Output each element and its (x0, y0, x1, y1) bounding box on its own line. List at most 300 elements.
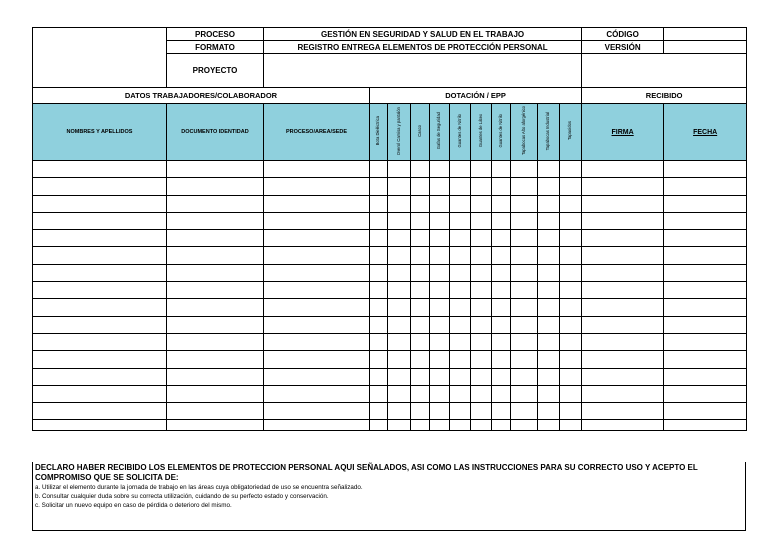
epp-label: Guantes de Nitrilo (497, 114, 503, 148)
entry-cell[interactable] (264, 178, 370, 195)
declaration-box (32, 462, 746, 531)
entry-cell[interactable] (33, 299, 167, 316)
entry-cell[interactable] (492, 282, 511, 299)
entry-cell[interactable] (471, 385, 492, 402)
table-row (33, 403, 747, 420)
proyecto-extra (582, 54, 747, 88)
epp-label: Tapabocas Alto aforgénico (520, 106, 526, 156)
entry-cell[interactable] (582, 178, 664, 195)
entry-cell[interactable] (664, 178, 747, 195)
entry-cell[interactable] (167, 161, 264, 178)
entry-cell[interactable] (664, 247, 747, 264)
entry-cell[interactable] (538, 282, 560, 299)
entry-cell[interactable] (411, 212, 430, 229)
table-row (33, 178, 747, 195)
entry-cell[interactable] (560, 368, 582, 385)
entry-cell[interactable] (492, 403, 511, 420)
entry-cell[interactable] (33, 230, 167, 247)
entry-cell[interactable] (511, 316, 538, 333)
entry-cell[interactable] (471, 178, 492, 195)
entry-cell[interactable] (33, 420, 167, 431)
entry-cell[interactable] (430, 282, 450, 299)
entry-cell[interactable] (560, 420, 582, 431)
table-row (33, 195, 747, 212)
entry-cell[interactable] (560, 178, 582, 195)
entry-cell[interactable] (450, 212, 471, 229)
version-value[interactable] (664, 41, 747, 54)
entry-cell[interactable] (411, 351, 430, 368)
proceso-label: PROCESO (167, 28, 264, 41)
col-epp-guantes-nitrilo (450, 104, 471, 161)
entry-cell[interactable] (388, 420, 411, 431)
entry-cell[interactable] (388, 161, 411, 178)
entry-cell[interactable] (560, 264, 582, 281)
entry-cell[interactable] (538, 333, 560, 350)
entry-cell[interactable] (511, 264, 538, 281)
col-epp-tapabocas-alto (511, 104, 538, 161)
entry-cell[interactable] (264, 420, 370, 431)
entry-cell[interactable] (511, 299, 538, 316)
proceso-value: GESTIÓN EN SEGURIDAD Y SALUD EN EL TRABAJO (264, 28, 582, 41)
entry-cell[interactable] (388, 403, 411, 420)
entry-cell[interactable] (471, 333, 492, 350)
entry-cell[interactable] (560, 230, 582, 247)
entry-cell[interactable] (664, 161, 747, 178)
entry-cell[interactable] (450, 161, 471, 178)
table-row (33, 212, 747, 229)
table-row (33, 299, 747, 316)
entry-cell[interactable] (560, 212, 582, 229)
entry-cell[interactable] (560, 316, 582, 333)
entry-cell[interactable] (411, 282, 430, 299)
entry-cell[interactable] (511, 333, 538, 350)
formato-value: REGISTRO ENTREGA ELEMENTOS DE PROTECCIÓN PERSONAL (264, 41, 582, 54)
entry-cell[interactable] (664, 264, 747, 281)
entry-cell[interactable] (582, 316, 664, 333)
entry-cell[interactable] (582, 385, 664, 402)
entry-cell[interactable] (370, 264, 388, 281)
entry-cell[interactable] (471, 316, 492, 333)
entry-cell[interactable] (370, 195, 388, 212)
entry-cell[interactable] (430, 385, 450, 402)
entry-cell[interactable] (450, 403, 471, 420)
entry-cell[interactable] (264, 212, 370, 229)
entry-cell[interactable] (471, 368, 492, 385)
entry-cell[interactable] (370, 282, 388, 299)
entry-cell[interactable] (411, 264, 430, 281)
entry-cell[interactable] (582, 403, 664, 420)
entry-cell[interactable] (430, 178, 450, 195)
entry-cell[interactable] (430, 212, 450, 229)
entry-cell[interactable] (664, 385, 747, 402)
section-recibido: RECIBIDO (582, 88, 747, 104)
entry-cell[interactable] (450, 247, 471, 264)
entry-cell[interactable] (33, 403, 167, 420)
entry-cell[interactable] (450, 178, 471, 195)
entry-cell[interactable] (430, 195, 450, 212)
entry-cell[interactable] (560, 385, 582, 402)
entry-cell[interactable] (582, 282, 664, 299)
table-row (33, 247, 747, 264)
entry-cell[interactable] (492, 178, 511, 195)
formato-label: FORMATO (167, 41, 264, 54)
entry-cell[interactable] (430, 403, 450, 420)
entry-cell[interactable] (471, 212, 492, 229)
entry-cell[interactable] (538, 420, 560, 431)
entry-cell[interactable] (582, 368, 664, 385)
entry-cell[interactable] (430, 264, 450, 281)
entry-cell[interactable] (411, 316, 430, 333)
entry-cell[interactable] (538, 178, 560, 195)
codigo-value[interactable] (664, 28, 747, 41)
entry-cell[interactable] (538, 212, 560, 229)
table-row (33, 316, 747, 333)
entry-cell[interactable] (33, 178, 167, 195)
entry-cell[interactable] (388, 230, 411, 247)
entry-cell[interactable] (538, 247, 560, 264)
entry-cell[interactable] (471, 351, 492, 368)
logo-cell (33, 28, 167, 88)
entry-cell[interactable] (264, 247, 370, 264)
col-proceso: PROCESO/AREA/SEDE (264, 104, 370, 161)
entry-cell[interactable] (388, 299, 411, 316)
entry-cell[interactable] (560, 403, 582, 420)
entry-cell[interactable] (264, 299, 370, 316)
col-documento: DOCUMENTO IDENTIDAD (167, 104, 264, 161)
entry-cell[interactable] (511, 178, 538, 195)
entry-cell[interactable] (411, 385, 430, 402)
entry-cell[interactable] (538, 230, 560, 247)
entry-cell[interactable] (582, 299, 664, 316)
entry-cell[interactable] (33, 368, 167, 385)
entry-cell[interactable] (664, 282, 747, 299)
entry-cell[interactable] (450, 368, 471, 385)
entry-cell[interactable] (388, 333, 411, 350)
entry-cell[interactable] (370, 212, 388, 229)
entry-cell[interactable] (411, 247, 430, 264)
entry-cell[interactable] (264, 316, 370, 333)
entry-cell[interactable] (430, 299, 450, 316)
entry-cell[interactable] (664, 420, 747, 431)
declaration-item: c. Solicitar un nuevo equipo en caso de pérdida o deterioro del mismo. (35, 502, 232, 509)
entry-cell[interactable] (538, 316, 560, 333)
declaration-item: b. Consultar cualquier duda sobre su correcta utilización, cuidando de su perfecto estado y conservación. (35, 493, 329, 500)
entry-cell[interactable] (471, 282, 492, 299)
entry-cell[interactable] (33, 195, 167, 212)
entry-cell[interactable] (538, 403, 560, 420)
entry-cell[interactable] (370, 351, 388, 368)
epp-label: Casco (416, 125, 422, 137)
entry-cell[interactable] (430, 351, 450, 368)
entry-cell[interactable] (370, 385, 388, 402)
entry-cell[interactable] (33, 161, 167, 178)
entry-cell[interactable] (582, 161, 664, 178)
codigo-label: CÓDIGO (582, 28, 664, 41)
entry-cell[interactable] (664, 368, 747, 385)
entry-cell[interactable] (511, 351, 538, 368)
entry-cell[interactable] (538, 161, 560, 178)
entry-cell[interactable] (664, 230, 747, 247)
table-row (33, 230, 747, 247)
entry-cell[interactable] (430, 420, 450, 431)
table-body (33, 161, 747, 431)
entry-cell[interactable] (167, 368, 264, 385)
entry-cell[interactable] (492, 264, 511, 281)
entry-cell[interactable] (582, 247, 664, 264)
entry-cell[interactable] (167, 299, 264, 316)
entry-cell[interactable] (430, 333, 450, 350)
entry-cell[interactable] (492, 195, 511, 212)
entry-cell[interactable] (492, 351, 511, 368)
entry-cell[interactable] (511, 247, 538, 264)
entry-cell[interactable] (430, 161, 450, 178)
epp-label: Bota Dieléctrica (375, 116, 381, 146)
entry-cell[interactable] (450, 333, 471, 350)
entry-cell[interactable] (167, 247, 264, 264)
entry-cell[interactable] (511, 403, 538, 420)
entry-cell[interactable] (560, 282, 582, 299)
entry-cell[interactable] (370, 333, 388, 350)
entry-cell[interactable] (511, 282, 538, 299)
entry-cell[interactable] (538, 264, 560, 281)
col-epp-guantes-nitrilo-2 (492, 104, 511, 161)
entry-cell[interactable] (560, 299, 582, 316)
entry-cell[interactable] (582, 230, 664, 247)
section-dotacion: DOTACIÓN / EPP (370, 88, 582, 104)
epp-label: Overol Camisa y pantalón (395, 106, 401, 156)
entry-cell[interactable] (167, 351, 264, 368)
entry-cell[interactable] (264, 333, 370, 350)
entry-cell[interactable] (388, 195, 411, 212)
entry-cell[interactable] (582, 195, 664, 212)
entry-cell[interactable] (167, 178, 264, 195)
entry-cell[interactable] (370, 247, 388, 264)
entry-cell[interactable] (450, 282, 471, 299)
section-datos: DATOS TRABAJADORES/COLABORADOR (33, 88, 370, 104)
entry-cell[interactable] (388, 316, 411, 333)
epp-label: Guantes de Nitrilo (456, 114, 462, 148)
entry-cell[interactable] (492, 420, 511, 431)
entry-cell[interactable] (471, 299, 492, 316)
entry-cell[interactable] (264, 368, 370, 385)
entry-cell[interactable] (430, 247, 450, 264)
entry-cell[interactable] (370, 420, 388, 431)
entry-cell[interactable] (511, 368, 538, 385)
entry-cell[interactable] (492, 385, 511, 402)
entry-cell[interactable] (430, 316, 450, 333)
entry-cell[interactable] (511, 195, 538, 212)
col-firma: FIRMA (582, 104, 664, 161)
entry-cell[interactable] (560, 333, 582, 350)
entry-cell[interactable] (33, 247, 167, 264)
col-epp-tapaoidos (560, 104, 582, 161)
entry-cell[interactable] (471, 420, 492, 431)
entry-cell[interactable] (471, 230, 492, 247)
entry-cell[interactable] (167, 420, 264, 431)
col-epp-tapabocas-industrial (538, 104, 560, 161)
entry-cell[interactable] (664, 403, 747, 420)
entry-cell[interactable] (664, 195, 747, 212)
entry-cell[interactable] (388, 212, 411, 229)
entry-cell[interactable] (167, 282, 264, 299)
col-nombres: NOMBRES Y APELLIDOS (33, 104, 167, 161)
entry-cell[interactable] (167, 333, 264, 350)
entry-cell[interactable] (411, 195, 430, 212)
entry-cell[interactable] (430, 230, 450, 247)
declaration-item: a. Utilizar el elemento durante la jornada de trabajo en las áreas cuya obligatoriedad de uso se encuentra señalizado. (35, 484, 363, 491)
entry-cell[interactable] (471, 195, 492, 212)
table-row (33, 282, 747, 299)
entry-cell[interactable] (582, 264, 664, 281)
entry-cell[interactable] (511, 385, 538, 402)
entry-cell[interactable] (511, 161, 538, 178)
entry-cell[interactable] (538, 368, 560, 385)
entry-cell[interactable] (388, 385, 411, 402)
entry-cell[interactable] (167, 230, 264, 247)
entry-cell[interactable] (582, 212, 664, 229)
entry-cell[interactable] (167, 195, 264, 212)
col-epp-guantes-latex (471, 104, 492, 161)
entry-cell[interactable] (664, 299, 747, 316)
entry-cell[interactable] (492, 316, 511, 333)
col-epp-gafas (430, 104, 450, 161)
entry-cell[interactable] (450, 385, 471, 402)
entry-cell[interactable] (492, 161, 511, 178)
entry-cell[interactable] (388, 282, 411, 299)
entry-cell[interactable] (511, 420, 538, 431)
table-row (33, 351, 747, 368)
entry-cell[interactable] (33, 212, 167, 229)
entry-cell[interactable] (492, 212, 511, 229)
entry-cell[interactable] (450, 230, 471, 247)
entry-cell[interactable] (582, 333, 664, 350)
entry-cell[interactable] (664, 212, 747, 229)
entry-cell[interactable] (511, 230, 538, 247)
entry-cell[interactable] (560, 351, 582, 368)
entry-cell[interactable] (471, 264, 492, 281)
entry-cell[interactable] (388, 351, 411, 368)
entry-cell[interactable] (411, 299, 430, 316)
entry-cell[interactable] (664, 316, 747, 333)
table-row (33, 385, 747, 402)
entry-cell[interactable] (450, 351, 471, 368)
entry-cell[interactable] (411, 368, 430, 385)
entry-cell[interactable] (167, 385, 264, 402)
entry-cell[interactable] (582, 420, 664, 431)
entry-cell[interactable] (450, 264, 471, 281)
col-fecha: FECHA (664, 104, 747, 161)
version-label: VERSIÓN (582, 41, 664, 54)
entry-cell[interactable] (538, 195, 560, 212)
entry-cell[interactable] (33, 282, 167, 299)
entry-cell[interactable] (264, 161, 370, 178)
entry-cell[interactable] (560, 195, 582, 212)
entry-cell[interactable] (538, 299, 560, 316)
entry-cell[interactable] (471, 161, 492, 178)
entry-cell[interactable] (264, 264, 370, 281)
entry-cell[interactable] (411, 230, 430, 247)
epp-label: Guantes de Látex (477, 114, 483, 148)
epp-label: Tapaoidos (567, 121, 573, 141)
epp-label: Gafas de Seguridad (436, 112, 442, 150)
entry-cell[interactable] (370, 230, 388, 247)
col-epp-casco (411, 104, 430, 161)
entry-cell[interactable] (450, 420, 471, 431)
entry-cell[interactable] (370, 368, 388, 385)
entry-cell[interactable] (411, 333, 430, 350)
table-row (33, 264, 747, 281)
entry-cell[interactable] (33, 264, 167, 281)
entry-cell[interactable] (664, 351, 747, 368)
entry-cell[interactable] (264, 230, 370, 247)
entry-cell[interactable] (538, 351, 560, 368)
entry-cell[interactable] (264, 385, 370, 402)
entry-cell[interactable] (264, 282, 370, 299)
entry-cell[interactable] (411, 403, 430, 420)
entry-cell[interactable] (492, 299, 511, 316)
table-row (33, 161, 747, 178)
entry-cell[interactable] (370, 316, 388, 333)
entry-cell[interactable] (370, 299, 388, 316)
entry-cell[interactable] (370, 403, 388, 420)
entry-cell[interactable] (492, 247, 511, 264)
entry-cell[interactable] (388, 264, 411, 281)
entry-cell[interactable] (167, 403, 264, 420)
entry-cell[interactable] (471, 403, 492, 420)
declaration-title: DECLARO HABER RECIBIDO LOS ELEMENTOS DE PROTECCION PERSONAL AQUI SEÑALADOS, ASI COMO LAS INSTRUCCIONES PARA SU CORRECTO USO Y ACEPTO EL COMPROMISO QUE SE SOLICITA DE: (35, 463, 698, 482)
entry-cell[interactable] (582, 351, 664, 368)
entry-cell[interactable] (167, 316, 264, 333)
entry-cell[interactable] (492, 333, 511, 350)
entry-cell[interactable] (450, 195, 471, 212)
table-row (33, 333, 747, 350)
entry-cell[interactable] (264, 403, 370, 420)
entry-cell[interactable] (167, 264, 264, 281)
entry-cell[interactable] (492, 230, 511, 247)
entry-cell[interactable] (33, 351, 167, 368)
entry-cell[interactable] (471, 247, 492, 264)
entry-cell[interactable] (388, 247, 411, 264)
entry-cell[interactable] (492, 368, 511, 385)
entry-cell[interactable] (33, 333, 167, 350)
table-row (33, 368, 747, 385)
entry-cell[interactable] (450, 299, 471, 316)
entry-cell[interactable] (388, 368, 411, 385)
entry-cell[interactable] (167, 212, 264, 229)
entry-cell[interactable] (450, 316, 471, 333)
entry-cell[interactable] (264, 351, 370, 368)
epp-label: Tapabocas Industrial (545, 111, 551, 151)
entry-cell[interactable] (411, 420, 430, 431)
entry-cell[interactable] (264, 195, 370, 212)
col-epp-overol (388, 104, 411, 161)
form-table (32, 27, 747, 431)
entry-cell[interactable] (33, 316, 167, 333)
proyecto-value[interactable] (264, 54, 582, 88)
entry-cell[interactable] (664, 333, 747, 350)
entry-cell[interactable] (370, 178, 388, 195)
entry-cell[interactable] (388, 178, 411, 195)
entry-cell[interactable] (370, 161, 388, 178)
entry-cell[interactable] (511, 212, 538, 229)
entry-cell[interactable] (538, 385, 560, 402)
entry-cell[interactable] (430, 368, 450, 385)
entry-cell[interactable] (411, 178, 430, 195)
entry-cell[interactable] (560, 161, 582, 178)
entry-cell[interactable] (560, 247, 582, 264)
entry-cell[interactable] (411, 161, 430, 178)
entry-cell[interactable] (33, 385, 167, 402)
